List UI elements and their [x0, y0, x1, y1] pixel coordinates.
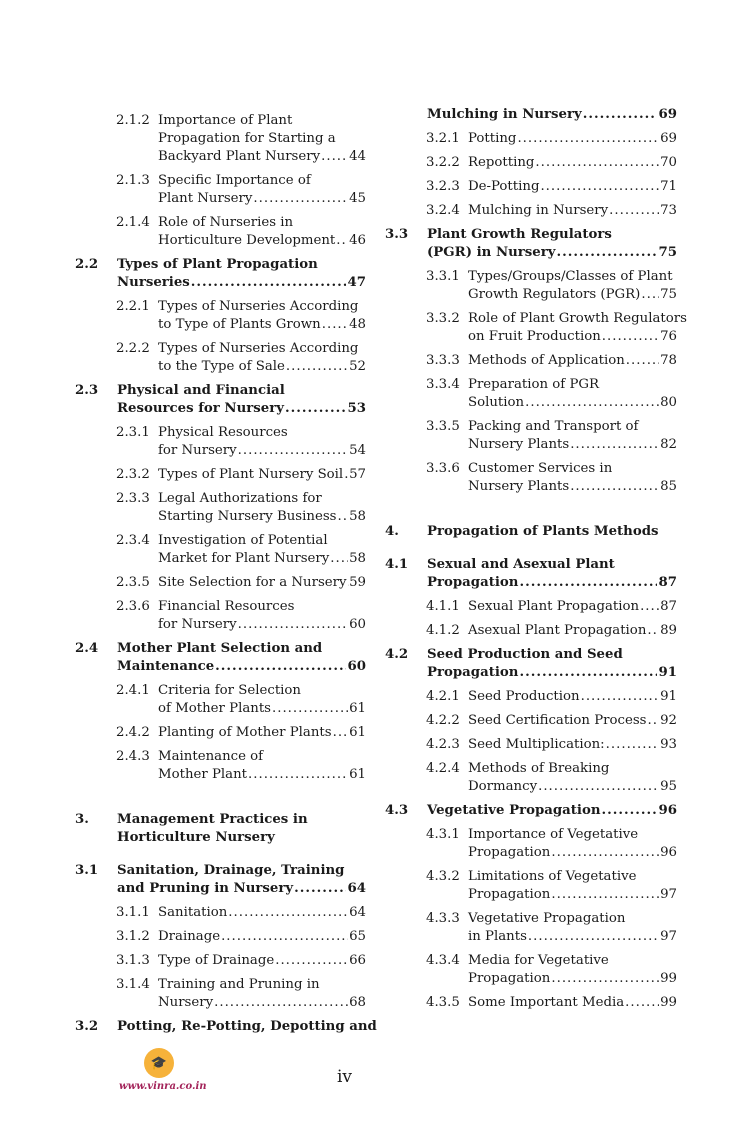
toc-section[interactable] — [385, 802, 677, 820]
dot-leader — [285, 400, 347, 418]
entry-title: Types of Nurseries According — [158, 341, 359, 356]
toc-subsection[interactable] — [385, 202, 677, 220]
entry-title: Sanitation, Drainage, Training — [117, 863, 345, 878]
toc-subsection[interactable] — [75, 682, 366, 718]
entry-number: 3.2.4 — [426, 203, 460, 218]
page-ref: 61 — [349, 725, 366, 740]
page-ref: 80 — [660, 395, 677, 410]
toc-subsection[interactable] — [385, 418, 677, 454]
entry-number: 2.3.6 — [116, 599, 150, 614]
entry-title: Resources for Nursery — [117, 401, 284, 416]
entry-number: 4.3.2 — [426, 869, 460, 884]
toc-subsection[interactable] — [75, 748, 366, 784]
toc-subsection[interactable] — [385, 760, 677, 796]
toc-subsection[interactable] — [385, 178, 677, 196]
page-ref: 97 — [660, 929, 677, 944]
entry-title: Role of Nurseries in — [158, 215, 294, 230]
entry-title: Propagation of Plants Methods — [427, 524, 659, 539]
entry-number: 4.3 — [385, 803, 409, 818]
entry-number: 4.2.3 — [426, 737, 460, 752]
entry-title: Specific Importance of — [158, 173, 311, 188]
entry-title: Preparation of PGR — [468, 377, 600, 392]
dot-leader — [519, 664, 657, 682]
dot-leader — [640, 598, 659, 616]
dot-leader — [606, 736, 659, 754]
entry-title: Site Selection for a Nursery — [158, 575, 347, 590]
dot-leader — [275, 952, 348, 970]
entry-title: Sanitation — [158, 905, 228, 920]
dot-leader — [321, 148, 348, 166]
entry-number: 3.1 — [75, 863, 99, 878]
page-ref: 60 — [349, 617, 366, 632]
toc-subsection[interactable] — [385, 826, 677, 862]
entry-title: Physical Resources — [158, 425, 288, 440]
dot-leader — [609, 202, 659, 220]
page-ref: 59 — [349, 575, 366, 590]
entry-title: Horticulture Nursery — [117, 830, 275, 845]
page-ref: 73 — [660, 203, 677, 218]
entry-title: Potting, Re-Potting, Depotting and — [117, 1019, 377, 1034]
entry-number: 3.3.3 — [426, 353, 460, 368]
entry-title: Importance of Plant — [158, 113, 293, 128]
entry-number: 3.3.1 — [426, 269, 460, 284]
toc-subsection[interactable] — [385, 460, 677, 496]
entry-title: Propagation — [427, 575, 519, 590]
entry-number: 2.4.3 — [116, 749, 150, 764]
entry-title: Repotting — [468, 155, 535, 170]
toc-subsection[interactable] — [75, 424, 366, 460]
entry-title: Physical and Financial — [117, 383, 285, 398]
dot-leader — [551, 970, 659, 988]
dot-leader — [228, 904, 348, 922]
toc-subsection[interactable] — [75, 904, 366, 922]
entry-title: Seed Certification Process — [468, 713, 647, 728]
entry-number: 3. — [75, 812, 89, 827]
toc-subsection[interactable] — [75, 214, 366, 250]
entry-number: 2.3.1 — [116, 425, 150, 440]
entry-number: 4. — [385, 524, 399, 539]
dot-leader — [625, 994, 659, 1012]
toc-subsection[interactable] — [75, 952, 366, 970]
entry-title: Methods of Application — [468, 353, 625, 368]
toc-section[interactable] — [385, 106, 677, 124]
page-ref: 76 — [660, 329, 677, 344]
dot-leader — [215, 658, 346, 676]
entry-title: Nurseries — [117, 275, 190, 290]
toc-subsection[interactable] — [385, 310, 687, 346]
entry-number: 2.4 — [75, 641, 99, 656]
dot-leader — [602, 328, 659, 346]
dot-leader — [330, 550, 348, 568]
entry-title: (PGR) in Nursery — [427, 245, 556, 260]
entry-title: Mother Plant Selection and — [117, 641, 323, 656]
page-ref: 64 — [347, 881, 366, 896]
toc-subsection[interactable] — [385, 736, 677, 754]
page-ref: 75 — [660, 287, 677, 302]
dot-leader — [551, 886, 659, 904]
toc-subsection[interactable] — [75, 574, 366, 592]
entry-title: on Fruit Production — [468, 329, 601, 344]
entry-number: 2.3.2 — [116, 467, 150, 482]
dot-leader — [191, 274, 347, 292]
toc-section[interactable] — [75, 256, 366, 292]
page-ref: 78 — [660, 353, 677, 368]
entry-title: Horticulture Development — [158, 233, 336, 248]
dot-leader — [253, 190, 348, 208]
entry-number: 3.1.2 — [116, 929, 150, 944]
toc-subsection[interactable] — [75, 598, 366, 634]
page-ref: 45 — [349, 191, 366, 206]
entry-title: Training and Pruning in — [158, 977, 320, 992]
entry-title: Sexual Plant Propagation — [468, 599, 640, 614]
dot-leader — [344, 466, 348, 484]
dot-leader — [286, 358, 348, 376]
page-ref: 61 — [349, 701, 366, 716]
dot-leader — [535, 154, 659, 172]
toc-subsection[interactable] — [385, 868, 677, 904]
entry-title: Customer Services in — [468, 461, 613, 476]
page-ref: 99 — [660, 971, 677, 986]
entry-number: 3.3.5 — [426, 419, 460, 434]
entry-number: 2.3 — [75, 383, 99, 398]
entry-title: Investigation of Potential — [158, 533, 328, 548]
toc-subsection[interactable] — [75, 466, 366, 484]
toc-subsection[interactable] — [75, 532, 366, 568]
entry-title: Nursery Plants — [468, 437, 570, 452]
entry-title: Mulching in Nursery — [468, 203, 609, 218]
toc-subsection[interactable] — [385, 154, 677, 172]
entry-title: Sexual and Asexual Plant — [427, 557, 615, 572]
entry-number: 4.2.4 — [426, 761, 460, 776]
entry-title: Solution — [468, 395, 525, 410]
entry-title: Plant Growth Regulators — [427, 227, 612, 242]
dot-leader — [248, 766, 348, 784]
entry-number: 4.1.2 — [426, 623, 460, 638]
toc-subsection[interactable] — [385, 130, 677, 148]
dot-leader — [272, 700, 348, 718]
page-ref: 48 — [349, 317, 366, 332]
entry-number: 3.2.3 — [426, 179, 460, 194]
page-ref: 82 — [660, 437, 677, 452]
toc-subsection[interactable] — [75, 976, 366, 1012]
page-ref: 87 — [658, 575, 677, 590]
entry-title: to the Type of Sale — [158, 359, 285, 374]
entry-title: Types of Nurseries According — [158, 299, 359, 314]
page-ref: 65 — [349, 929, 366, 944]
entry-number: 3.3.6 — [426, 461, 460, 476]
entry-number: 3.1.3 — [116, 953, 150, 968]
page-ref: 96 — [658, 803, 677, 818]
entry-title: Nursery — [158, 995, 214, 1010]
dot-leader — [551, 844, 659, 862]
entry-number: 2.1.4 — [116, 215, 150, 230]
entry-title: Growth Regulators (PGR) — [468, 287, 641, 302]
page-ref: 71 — [660, 179, 677, 194]
entry-number: 3.2 — [75, 1019, 99, 1034]
entry-title: Media for Vegetative — [468, 953, 609, 968]
dot-leader — [214, 994, 348, 1012]
dot-leader — [517, 130, 659, 148]
entry-title: Seed Production and Seed — [427, 647, 623, 662]
dot-leader — [602, 802, 658, 820]
dot-leader — [519, 574, 657, 592]
dot-leader — [337, 508, 348, 526]
toc-right-column — [385, 106, 687, 1012]
toc-section[interactable] — [75, 862, 366, 898]
dot-leader — [525, 394, 659, 412]
toc-subsection[interactable] — [385, 352, 677, 370]
page-ref: 54 — [349, 443, 366, 458]
toc-section[interactable] — [385, 556, 677, 592]
page-ref: 75 — [658, 245, 677, 260]
entry-title: Seed Multiplication: — [468, 737, 605, 752]
entry-number: 4.1.1 — [426, 599, 460, 614]
entry-number: 2.1.2 — [116, 113, 150, 128]
entry-title: Propagation — [427, 665, 519, 680]
page-ref: 99 — [660, 995, 677, 1010]
toc-subsection[interactable] — [75, 112, 366, 166]
page-ref: 60 — [347, 659, 366, 674]
dot-leader — [221, 928, 348, 946]
publisher-url[interactable]: www.vinra.co.in — [119, 1081, 207, 1092]
toc-chapter[interactable] — [385, 523, 677, 541]
dot-leader — [528, 928, 659, 946]
entry-title: Management Practices in — [117, 812, 308, 827]
entry-number: 2.1.3 — [116, 173, 150, 188]
dot-leader — [626, 352, 659, 370]
page-ref: 52 — [349, 359, 366, 374]
entry-number: 2.4.2 — [116, 725, 150, 740]
dot-leader — [556, 244, 657, 262]
entry-title: Vegetative Propagation — [468, 911, 626, 926]
entry-number: 4.2 — [385, 647, 409, 662]
entry-number: 4.3.5 — [426, 995, 460, 1010]
entry-title: Seed Production — [468, 689, 580, 704]
entry-number: 4.2.2 — [426, 713, 460, 728]
dot-leader — [336, 232, 348, 250]
page-ref: 89 — [660, 623, 677, 638]
dot-leader — [538, 778, 659, 796]
page-ref: 47 — [347, 275, 366, 290]
toc-subsection[interactable] — [385, 268, 677, 304]
entry-number: 3.2.1 — [426, 131, 460, 146]
dot-leader — [294, 880, 346, 898]
page-ref: 46 — [349, 233, 366, 248]
page-number: iv — [337, 1067, 353, 1087]
entry-title: Role of Plant Growth Regulators — [468, 311, 687, 326]
entry-title: Asexual Plant Propagation — [468, 623, 647, 638]
entry-title: for Nursery — [158, 617, 237, 632]
entry-title: Legal Authorizations for — [158, 491, 322, 506]
entry-title: Starting Nursery Business — [158, 509, 337, 524]
dot-leader — [581, 688, 659, 706]
page-ref: 68 — [349, 995, 366, 1010]
entry-number: 3.1.1 — [116, 905, 150, 920]
entry-title: Types of Plant Propagation — [117, 257, 318, 272]
page-ref: 96 — [660, 845, 677, 860]
entry-number: 3.1.4 — [116, 977, 150, 992]
entry-number: 3.3.2 — [426, 311, 460, 326]
page-ref: 44 — [349, 149, 366, 164]
entry-title: and Pruning in Nursery — [117, 881, 294, 896]
dot-leader — [570, 436, 659, 454]
page-ref: 58 — [349, 509, 366, 524]
entry-number: 2.2.1 — [116, 299, 150, 314]
toc-chapter[interactable] — [75, 811, 366, 847]
entry-title: Plant Nursery — [158, 191, 253, 206]
toc-subsection[interactable] — [385, 712, 677, 730]
entry-title: Propagation for Starting a — [158, 131, 336, 146]
entry-title: Maintenance — [117, 659, 215, 674]
page-ref: 91 — [658, 665, 677, 680]
dot-leader — [583, 106, 658, 124]
toc-section[interactable] — [75, 1018, 377, 1036]
entry-number: 2.2.2 — [116, 341, 150, 356]
toc-subsection[interactable] — [75, 172, 366, 208]
entry-title: Types/Groups/Classes of Plant — [468, 269, 673, 284]
entry-title: Financial Resources — [158, 599, 295, 614]
entry-title: Market for Plant Nursery — [158, 551, 330, 566]
page-ref: 61 — [349, 767, 366, 782]
entry-title: Drainage — [158, 929, 221, 944]
entry-number: 2.4.1 — [116, 683, 150, 698]
page-ref: 53 — [347, 401, 366, 416]
entry-number: 4.1 — [385, 557, 409, 572]
toc-subsection[interactable] — [75, 298, 366, 334]
page-ref: 69 — [658, 107, 677, 122]
entry-title: Criteria for Selection — [158, 683, 301, 698]
entry-title: Limitations of Vegetative — [468, 869, 637, 884]
entry-title: Packing and Transport of — [468, 419, 639, 434]
page-ref: 66 — [349, 953, 366, 968]
entry-title: in Plants — [468, 929, 527, 944]
entry-number: 2.3.3 — [116, 491, 150, 506]
page-ref: 70 — [660, 155, 677, 170]
entry-number: 3.3.4 — [426, 377, 460, 392]
dot-leader — [348, 574, 349, 592]
toc-subsection[interactable] — [385, 622, 677, 640]
entry-number: 2.3.5 — [116, 575, 150, 590]
publisher-logo — [144, 1048, 174, 1078]
page-ref: 57 — [349, 467, 366, 482]
toc-left-column — [75, 106, 377, 1036]
entry-title: Methods of Breaking — [468, 761, 610, 776]
entry-title: Maintenance of — [158, 749, 264, 764]
entry-title: Nursery Plants — [468, 479, 570, 494]
entry-title: Some Important Media — [468, 995, 625, 1010]
dot-leader — [238, 442, 348, 460]
dot-leader — [333, 724, 348, 742]
entry-title: Dormancy — [468, 779, 538, 794]
entry-number: 4.3.4 — [426, 953, 460, 968]
page-ref: 85 — [660, 479, 677, 494]
dot-leader — [322, 316, 348, 334]
page-ref: 95 — [660, 779, 677, 794]
entry-title: Mulching in Nursery — [427, 107, 582, 122]
entry-number: 3.2.2 — [426, 155, 460, 170]
toc-subsection[interactable] — [385, 910, 677, 946]
page-ref: 91 — [660, 689, 677, 704]
page-ref: 69 — [660, 131, 677, 146]
entry-title: Type of Drainage — [158, 953, 275, 968]
toc-subsection[interactable] — [385, 952, 677, 988]
entry-title: Potting — [468, 131, 517, 146]
graduation-cap-icon: 🎓 — [150, 1055, 168, 1071]
page-ref: 87 — [660, 599, 677, 614]
toc-subsection[interactable] — [385, 688, 677, 706]
toc-subsection[interactable] — [385, 994, 677, 1012]
entry-number: 4.2.1 — [426, 689, 460, 704]
entry-title: Propagation — [468, 971, 551, 986]
page-ref: 92 — [660, 713, 677, 728]
entry-number: 3.3 — [385, 227, 409, 242]
page-ref: 58 — [349, 551, 366, 566]
entry-number: 2.2 — [75, 257, 99, 272]
dot-leader — [647, 622, 659, 640]
entry-title: of Mother Plants — [158, 701, 271, 716]
toc-section[interactable] — [385, 226, 677, 262]
dot-leader — [641, 286, 659, 304]
dot-leader — [540, 178, 659, 196]
page-ref: 93 — [660, 737, 677, 752]
entry-title: for Nursery — [158, 443, 237, 458]
toc-subsection[interactable] — [75, 724, 366, 742]
toc-subsection[interactable] — [75, 340, 366, 376]
page-ref: 64 — [349, 905, 366, 920]
entry-title: Backyard Plant Nursery — [158, 149, 321, 164]
dot-leader — [570, 478, 659, 496]
toc-section[interactable] — [75, 382, 366, 418]
entry-title: De-Potting — [468, 179, 540, 194]
toc-subsection[interactable] — [75, 490, 366, 526]
toc-section[interactable] — [385, 646, 677, 682]
toc-subsection[interactable] — [385, 598, 677, 616]
entry-title: Importance of Vegetative — [468, 827, 639, 842]
entry-title: Propagation — [468, 887, 551, 902]
toc-section[interactable] — [75, 640, 366, 676]
entry-title: Mother Plant — [158, 767, 248, 782]
toc-subsection[interactable] — [75, 928, 366, 946]
entry-title: Planting of Mother Plants — [158, 725, 332, 740]
entry-number: 4.3.1 — [426, 827, 460, 842]
entry-title: Propagation — [468, 845, 551, 860]
entry-number: 4.3.3 — [426, 911, 460, 926]
page-ref: 97 — [660, 887, 677, 902]
entry-number: 2.3.4 — [116, 533, 150, 548]
entry-title: to Type of Plants Grown — [158, 317, 321, 332]
dot-leader — [648, 712, 660, 730]
entry-title: Vegetative Propagation — [427, 803, 601, 818]
toc-subsection[interactable] — [385, 376, 677, 412]
entry-title: Types of Plant Nursery Soil — [158, 467, 344, 482]
dot-leader — [238, 616, 348, 634]
